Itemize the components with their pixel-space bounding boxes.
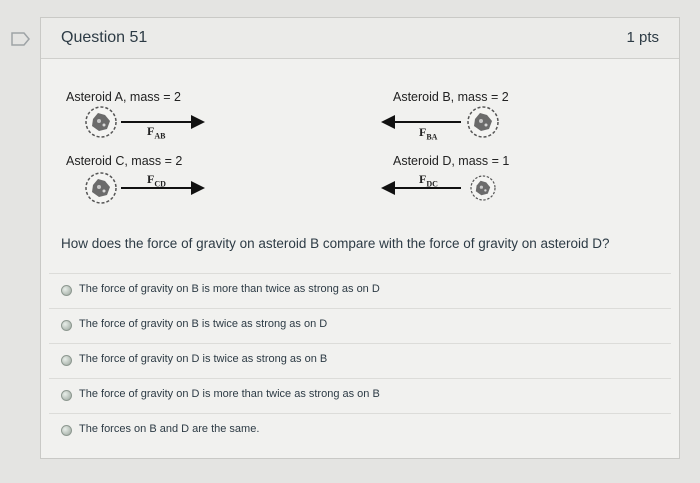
answer-label[interactable]: The forces on B and D are the same. bbox=[79, 423, 260, 435]
question-title: Question 51 bbox=[61, 29, 148, 46]
asteroid-d-label: Asteroid D, mass = 1 bbox=[393, 154, 510, 168]
asteroid-c-icon bbox=[86, 173, 116, 203]
answer-label[interactable]: The force of gravity on D is twice as strong as on B bbox=[79, 353, 328, 365]
asteroid-b-label: Asteroid B, mass = 2 bbox=[393, 90, 509, 104]
force-cd-arrow bbox=[121, 181, 205, 195]
answer-option[interactable] bbox=[49, 413, 671, 448]
question-card bbox=[40, 17, 680, 459]
answer-option[interactable] bbox=[49, 378, 671, 413]
force-ba-label: $F_{BA}$ bbox=[419, 125, 438, 142]
diagram-graphics bbox=[41, 58, 679, 238]
radio-button[interactable] bbox=[61, 390, 72, 401]
question-prompt: How does the force of gravity on asteroid B compare with the force of gravity on asteroid D? bbox=[61, 236, 610, 251]
answer-list bbox=[49, 273, 671, 448]
force-dc-label: $F_{DC}$ bbox=[419, 172, 438, 189]
answer-label[interactable]: The force of gravity on B is twice as strong as on D bbox=[79, 318, 328, 330]
force-ab-label: $F_{AB}$ bbox=[147, 124, 166, 141]
asteroid-a-label: Asteroid A, mass = 2 bbox=[66, 90, 181, 104]
radio-button[interactable] bbox=[61, 320, 72, 331]
force-ba-arrow bbox=[381, 115, 461, 129]
radio-button[interactable] bbox=[61, 285, 72, 296]
force-dc-arrow bbox=[381, 181, 461, 195]
answer-option[interactable] bbox=[49, 343, 671, 378]
answer-option[interactable] bbox=[49, 273, 671, 308]
asteroid-diagram bbox=[41, 58, 679, 238]
force-ab-arrow bbox=[121, 115, 205, 129]
answer-label[interactable]: The force of gravity on B is more than twice as strong as on D bbox=[79, 283, 380, 295]
asteroid-a-icon bbox=[86, 107, 116, 137]
asteroid-b-icon bbox=[468, 107, 498, 137]
asteroid-c-label: Asteroid C, mass = 2 bbox=[66, 154, 183, 168]
radio-button[interactable] bbox=[61, 425, 72, 436]
asteroid-d-icon bbox=[471, 176, 495, 200]
answer-option[interactable] bbox=[49, 308, 671, 343]
question-points: 1 pts bbox=[626, 29, 659, 46]
question-header bbox=[41, 18, 679, 59]
answer-label[interactable]: The force of gravity on D is more than twice as strong as on B bbox=[79, 388, 380, 400]
force-cd-label: $F_{CD}$ bbox=[147, 172, 166, 189]
radio-button[interactable] bbox=[61, 355, 72, 366]
bookmark-flag-icon[interactable] bbox=[11, 32, 31, 46]
